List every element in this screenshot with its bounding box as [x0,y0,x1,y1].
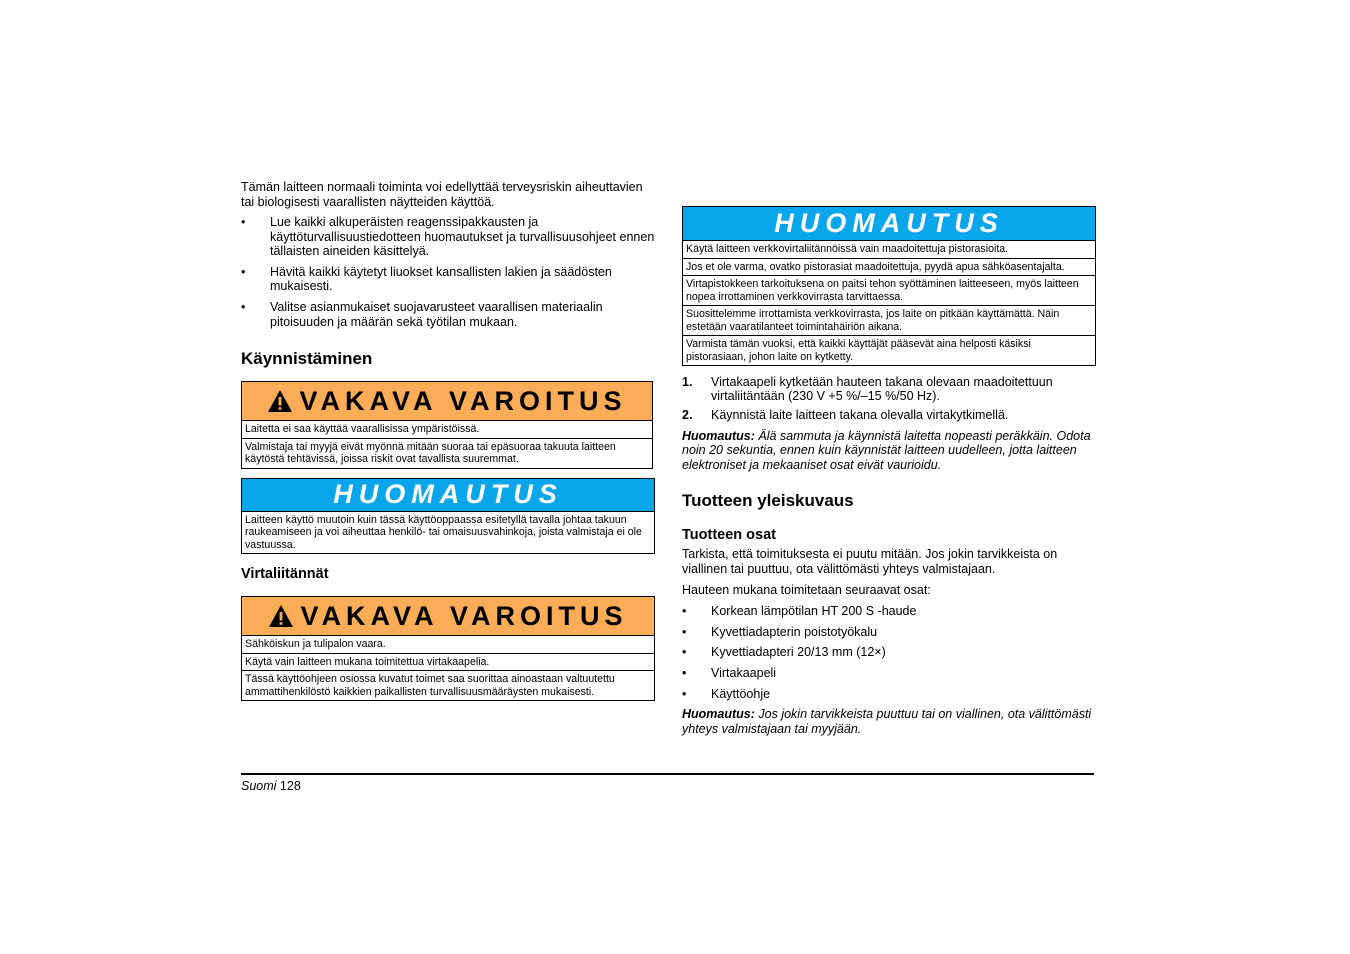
notice-box-2 [682,206,1096,366]
notice-row: Suosittelemme irrottamista verkkovirrasta, jos laite on pitkään käyttämättä. Näin estetään vaaratilanteet toimintahäiriön aikana. [683,306,1095,336]
list-item: • Kyvettiadapteri 20/13 mm (12×) [682,645,886,660]
warning-header: VAKAVA VAROITUS [242,597,654,636]
parts-intro: Tarkista, että toimituksesta ei puutu mitään. Jos jokin tarvikkeista on viallinen tai puuttuu, ota välittömästi yhteys valmistajaan. [682,547,1058,577]
warning-triangle-icon [267,389,293,413]
heading-power: Virtaliitännät [241,566,329,583]
warning-row: Käytä vain laitteen mukana toimitettua virtakaapelia. [242,654,654,672]
notice-row: Käytä laitteen verkkovirtaliitännöissä vain maadoitettuja pistorasioita. [683,241,1095,259]
notice-row: Jos et ole varma, ovatko pistorasiat maadoitettuja, pyydä apua sähköasentajalta. [683,259,1095,277]
notice-header: HUOMAUTUS [683,207,1095,241]
parts-lead: Hauteen mukana toimitetaan seuraavat osat: [682,583,931,598]
warning-row: Tässä käyttöohjeen osiossa kuvatut toimet saa suorittaa ainoastaan valtuutettu ammattihenkilöstö kaikkien paikallisten turvallisuusmääräysten mukaisesti. [245,673,615,698]
parts-list [682,604,1096,701]
list-item: • Valitse asianmukaiset suojavarusteet vaarallisen materiaalin pitoisuuden ja määrän sekä työtilan mukaan. [241,299,603,329]
list-item: • Korkean lämpötilan HT 200 S -haude [682,604,917,619]
list-item: • Kyvettiadapterin poistotyökalu [682,624,878,639]
note-restart: Huomautus: Älä sammuta ja käynnistä laitetta nopeasti peräkkäin. Odota noin 20 sekuntia, ennen kuin käynnistät laitteen uudelleen, jotta laitteen elektroniset ja mekaaniset osat eivät vaurioidu. [682,428,1091,472]
page-footer [241,779,301,793]
list-item: • Hävitä kaikki käytetyt liuokset kansallisten lakien ja säädösten mukaisesti. [241,264,612,294]
page-number: 128 [279,779,301,793]
notice-box-1 [241,478,655,555]
heading-parts: Tuotteen osat [682,527,776,544]
list-item: • Virtakaapeli [682,666,777,681]
notice-row: Varmista tämän vuoksi, että kaikki käyttäjät pääsevät aina helposti käsiksi pistorasiaan, johon laite on kytketty. [686,338,1031,363]
left-column [241,180,655,701]
note-missing-parts: Huomautus: Jos jokin tarvikkeista puuttuu tai on viallinen, ota välittömästi yhteys valmistajaan tai myyjään. [682,707,1092,736]
warning-box-2 [241,596,655,701]
list-item: 2. Käynnistä laite laitteen takana olevalla virtakytkimellä. [682,408,1009,422]
list-item: • Käyttöohje [682,686,771,701]
warning-header: VAKAVA VAROITUS [242,382,652,421]
power-steps [682,376,1096,423]
intro-text: Tämän laitteen normaali toiminta voi edellyttää terveysriskin aiheuttavien tai biologisesti vaarallisten näytteiden käyttöä. [241,180,643,209]
notice-row: Laitteen käyttö muutoin kuin tässä käyttöoppaassa esitetyllä tavalla johtaa takuun raukeamiseen ja voi aiheuttaa henkilö- tai omaisuusvahinkoja, joista valmistaja ei ole vastuussa. [245,513,642,551]
warning-row: Sähköiskun ja tulipalon vaara. [242,636,654,654]
notice-header: HUOMAUTUS [242,479,654,512]
warning-triangle-icon [268,604,294,628]
list-item: 1. Virtakaapeli kytketään hauteen takana olevaan maadoitettuun virtaliitäntään (230 V +5 %/–15 %/50 Hz). [682,375,1053,403]
heading-overview: Tuotteen yleiskuvaus [682,491,854,511]
footer-language: Suomi [241,779,277,793]
notice-row: Virtapistokkeen tarkoituksena on paitsi tehon syöttäminen laitteeseen, myös laitteen nopea irrottaminen verkkovirrasta tarvittaessa. [683,276,1095,306]
right-column [682,206,1096,736]
warning-row: Valmistaja tai myyjä eivät myönnä mitään suoraa tai epäsuoraa takuuta laitteen käytöstä tehtävissä, joissa riskit ovat tavallista suuremmat. [245,440,616,466]
list-item: • Lue kaikki alkuperäisten reagenssipakkausten ja käyttöturvallisuustiedotteen huomautukset ja turvallisuusohjeet ennen tällaisten aineiden käsittelyä. [241,215,655,259]
warning-box-1 [241,381,653,469]
hazard-bullets [241,215,655,329]
warning-row: Laitetta ei saa käyttää vaarallisissa ympäristöissä. [242,421,652,439]
heading-startup: Käynnistäminen [241,349,373,369]
footer-rule [241,773,1094,775]
